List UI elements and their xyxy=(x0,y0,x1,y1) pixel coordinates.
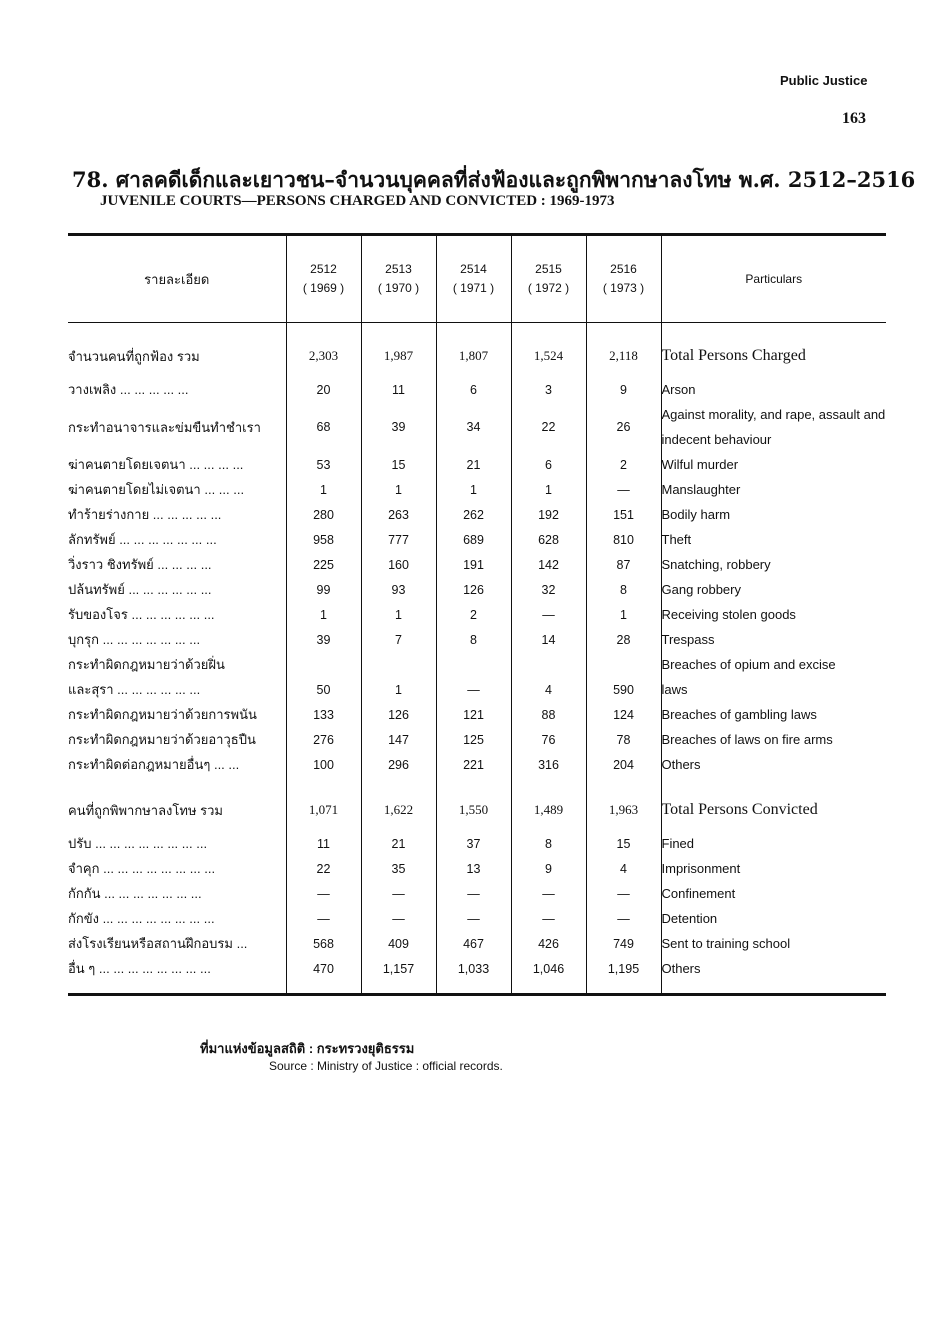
total-row xyxy=(68,335,886,377)
row-value: 88 xyxy=(511,702,586,727)
table-row xyxy=(68,677,886,702)
row-label-thai: วิ่งราว ชิงทรัพย์ ... ... ... ... xyxy=(68,557,212,572)
row-value: 35 xyxy=(361,856,436,881)
row-label-thai: และสุรา ... ... ... ... ... ... xyxy=(68,682,201,697)
row-label-english: Imprisonment xyxy=(661,856,886,881)
row-label-english: Manslaughter xyxy=(661,477,886,502)
table-row xyxy=(68,577,886,602)
row-value: 151 xyxy=(586,502,661,527)
row-label-thai: อื่น ๆ ... ... ... ... ... ... ... ... xyxy=(68,961,211,976)
row-value: — xyxy=(361,881,436,906)
row-label-english: Wilful murder xyxy=(661,452,886,477)
row-value: 810 xyxy=(586,527,661,552)
row-value: — xyxy=(586,881,661,906)
row-label-thai: ปล้นทรัพย์ ... ... ... ... ... ... xyxy=(68,582,212,597)
table-row xyxy=(68,652,886,677)
row-value: 1,489 xyxy=(511,789,586,831)
row-value: 2,118 xyxy=(586,335,661,377)
row-value: 1 xyxy=(361,677,436,702)
row-value: 1,033 xyxy=(436,956,511,981)
row-value: 53 xyxy=(286,452,361,477)
row-value: 37 xyxy=(436,831,511,856)
column-header-thai: รายละเอียด xyxy=(68,235,286,323)
row-label-english: Fined xyxy=(661,831,886,856)
row-value: 426 xyxy=(511,931,586,956)
row-value: 2,303 xyxy=(286,335,361,377)
row-value: 15 xyxy=(361,452,436,477)
row-value: 1,987 xyxy=(361,335,436,377)
row-value: 689 xyxy=(436,527,511,552)
row-value: 100 xyxy=(286,752,361,777)
row-value: 204 xyxy=(586,752,661,777)
table-row xyxy=(68,402,886,452)
row-value: 8 xyxy=(511,831,586,856)
row-value: 15 xyxy=(586,831,661,856)
row-value xyxy=(286,652,361,677)
row-value: 78 xyxy=(586,727,661,752)
column-header-year: 2514 ( 1971 ) xyxy=(436,235,511,323)
row-value: 1,963 xyxy=(586,789,661,831)
row-value: 1,807 xyxy=(436,335,511,377)
row-label-thai: ฆ่าคนตายโดยเจตนา ... ... ... ... xyxy=(68,457,244,472)
row-value: 7 xyxy=(361,627,436,652)
row-value: 126 xyxy=(436,577,511,602)
row-value: 11 xyxy=(361,377,436,402)
table-row xyxy=(68,906,886,931)
table-header-row xyxy=(68,235,886,323)
row-value: 221 xyxy=(436,752,511,777)
row-label-english: Confinement xyxy=(661,881,886,906)
table-row xyxy=(68,602,886,627)
row-value: 133 xyxy=(286,702,361,727)
spacer-row xyxy=(68,777,886,789)
row-value: — xyxy=(286,881,361,906)
row-label-english: Gang robbery xyxy=(661,577,886,602)
row-value: — xyxy=(286,906,361,931)
row-value: 8 xyxy=(436,627,511,652)
row-label-english: Breaches of gambling laws xyxy=(661,702,886,727)
row-value: 76 xyxy=(511,727,586,752)
statistics-table xyxy=(68,233,886,996)
table-row xyxy=(68,552,886,577)
title-english: JUVENILE COURTS—PERSONS CHARGED AND CONVICTED : 1969-1973 xyxy=(100,193,615,209)
row-value: 160 xyxy=(361,552,436,577)
column-header-year: 2512 ( 1969 ) xyxy=(286,235,361,323)
row-value: 142 xyxy=(511,552,586,577)
table-row xyxy=(68,477,886,502)
row-label-english: Snatching, robbery xyxy=(661,552,886,577)
table-row xyxy=(68,856,886,881)
row-value: — xyxy=(586,906,661,931)
row-value: 9 xyxy=(511,856,586,881)
row-value: 409 xyxy=(361,931,436,956)
source-thai: ที่มาแห่งข้อมูลสถิติ : กระทรวงยุติธรรม xyxy=(200,1041,415,1056)
row-value: 50 xyxy=(286,677,361,702)
row-label-thai: กระทำผิดกฎหมายว่าด้วยฝิ่น xyxy=(68,657,225,672)
table-body xyxy=(68,323,886,995)
row-value: 1,071 xyxy=(286,789,361,831)
section-label: Public Justice xyxy=(780,73,868,88)
row-value: 958 xyxy=(286,527,361,552)
row-label-thai: บุกรุก ... ... ... ... ... ... ... xyxy=(68,632,201,647)
row-value xyxy=(361,652,436,677)
row-value: 22 xyxy=(511,402,586,452)
row-value: 192 xyxy=(511,502,586,527)
row-value: 467 xyxy=(436,931,511,956)
row-value: 1,157 xyxy=(361,956,436,981)
row-value: 1 xyxy=(586,602,661,627)
row-label-english: Total Persons Convicted xyxy=(661,789,886,831)
row-value: 87 xyxy=(586,552,661,577)
row-value: 2 xyxy=(436,602,511,627)
page-number: 163 xyxy=(842,110,866,127)
row-value: — xyxy=(511,602,586,627)
spacer-row xyxy=(68,323,886,336)
row-value: 21 xyxy=(361,831,436,856)
row-value: 124 xyxy=(586,702,661,727)
table-row xyxy=(68,831,886,856)
row-value: 590 xyxy=(586,677,661,702)
row-value: 125 xyxy=(436,727,511,752)
row-value: 4 xyxy=(586,856,661,881)
table-row xyxy=(68,377,886,402)
row-label-thai: ปรับ ... ... ... ... ... ... ... ... xyxy=(68,836,208,851)
row-label-english: Against morality, and rape, assault and indecent behaviour xyxy=(661,402,886,452)
row-label-thai: กระทำผิดกฎหมายว่าด้วยการพนัน xyxy=(68,707,257,722)
spacer-row xyxy=(68,981,886,995)
row-value: 26 xyxy=(586,402,661,452)
row-value: 777 xyxy=(361,527,436,552)
row-value: 28 xyxy=(586,627,661,652)
row-label-thai: คนที่ถูกพิพากษาลงโทษ รวม xyxy=(68,802,223,818)
row-label-english: Total Persons Charged xyxy=(661,335,886,377)
row-label-thai: ฆ่าคนตายโดยไม่เจตนา ... ... ... xyxy=(68,482,245,497)
row-value: 9 xyxy=(586,377,661,402)
row-value: 1,524 xyxy=(511,335,586,377)
row-label-thai: วางเพลิง ... ... ... ... ... xyxy=(68,382,189,397)
row-label-english: Theft xyxy=(661,527,886,552)
row-value: 1 xyxy=(436,477,511,502)
table-row xyxy=(68,527,886,552)
row-value: 68 xyxy=(286,402,361,452)
column-header-year: 2513 ( 1970 ) xyxy=(361,235,436,323)
table-row xyxy=(68,881,886,906)
row-value: 11 xyxy=(286,831,361,856)
row-value xyxy=(586,652,661,677)
row-value: 20 xyxy=(286,377,361,402)
table-row xyxy=(68,627,886,652)
row-value: 1 xyxy=(286,477,361,502)
row-value: 1 xyxy=(511,477,586,502)
column-header-year: 2515 ( 1972 ) xyxy=(511,235,586,323)
row-label-thai: ลักทรัพย์ ... ... ... ... ... ... ... xyxy=(68,532,217,547)
row-label-thai: รับของโจร ... ... ... ... ... ... xyxy=(68,607,215,622)
row-label-english: Trespass xyxy=(661,627,886,652)
row-value: 1 xyxy=(361,477,436,502)
row-value: 93 xyxy=(361,577,436,602)
row-value: 6 xyxy=(511,452,586,477)
row-value: — xyxy=(586,477,661,502)
row-value: 21 xyxy=(436,452,511,477)
row-value: — xyxy=(436,881,511,906)
row-label-english: Others xyxy=(661,752,886,777)
row-label-english: Sent to training school xyxy=(661,931,886,956)
row-label-thai: ทำร้ายร่างกาย ... ... ... ... ... xyxy=(68,507,222,522)
source-english: Source : Ministry of Justice : official records. xyxy=(269,1059,503,1073)
row-value: 1,550 xyxy=(436,789,511,831)
row-label-english: Breaches of opium and excise xyxy=(661,652,886,677)
row-value: 280 xyxy=(286,502,361,527)
row-label-english: Detention xyxy=(661,906,886,931)
row-value: — xyxy=(436,677,511,702)
row-value: 39 xyxy=(361,402,436,452)
row-value: — xyxy=(361,906,436,931)
table-row xyxy=(68,452,886,477)
row-value: 2 xyxy=(586,452,661,477)
row-value: — xyxy=(436,906,511,931)
row-value: 191 xyxy=(436,552,511,577)
row-label-english: Arson xyxy=(661,377,886,402)
row-value xyxy=(511,652,586,677)
row-value: 1 xyxy=(361,602,436,627)
row-label-thai: กักกัน ... ... ... ... ... ... ... xyxy=(68,886,202,901)
row-value xyxy=(436,652,511,677)
row-value: 628 xyxy=(511,527,586,552)
row-value: 263 xyxy=(361,502,436,527)
row-label-thai: กักขัง ... ... ... ... ... ... ... ... xyxy=(68,911,215,926)
row-value: — xyxy=(511,881,586,906)
row-value: 121 xyxy=(436,702,511,727)
column-header-year: 2516 ( 1973 ) xyxy=(586,235,661,323)
row-value: — xyxy=(511,906,586,931)
row-value: 34 xyxy=(436,402,511,452)
row-value: 4 xyxy=(511,677,586,702)
total-row xyxy=(68,789,886,831)
table-row xyxy=(68,956,886,981)
row-value: 1,195 xyxy=(586,956,661,981)
row-value: 99 xyxy=(286,577,361,602)
row-label-thai: กระทำอนาจารและข่มขืนทำชำเรา xyxy=(68,419,261,435)
row-value: 6 xyxy=(436,377,511,402)
table-row xyxy=(68,931,886,956)
row-value: 126 xyxy=(361,702,436,727)
row-value: 39 xyxy=(286,627,361,652)
title-thai: 78. ศาลคดีเด็กและเยาวชน–จำนวนบุคคลที่ส่งฟ้องและถูกพิพากษาลงโทษ พ.ศ. 2512–2516 xyxy=(72,167,916,192)
row-value: 14 xyxy=(511,627,586,652)
row-value: 470 xyxy=(286,956,361,981)
row-value: 276 xyxy=(286,727,361,752)
row-label-english: Receiving stolen goods xyxy=(661,602,886,627)
row-label-english: Breaches of laws on fire arms xyxy=(661,727,886,752)
row-value: 1 xyxy=(286,602,361,627)
row-label-thai: จำคุก ... ... ... ... ... ... ... ... xyxy=(68,861,216,876)
row-label-thai: ส่งโรงเรียนหรือสถานฝึกอบรม ... xyxy=(68,936,248,951)
table-row xyxy=(68,502,886,527)
row-value: 316 xyxy=(511,752,586,777)
row-label-thai: จำนวนคนที่ถูกฟ้อง รวม xyxy=(68,348,200,364)
row-value: 8 xyxy=(586,577,661,602)
row-value: 147 xyxy=(361,727,436,752)
row-value: 749 xyxy=(586,931,661,956)
row-value: 1,046 xyxy=(511,956,586,981)
row-value: 296 xyxy=(361,752,436,777)
row-value: 22 xyxy=(286,856,361,881)
row-value: 262 xyxy=(436,502,511,527)
row-label-thai: กระทำผิดต่อกฎหมายอื่นๆ ... ... xyxy=(68,757,240,772)
table-row xyxy=(68,752,886,777)
row-value: 568 xyxy=(286,931,361,956)
row-label-thai: กระทำผิดกฎหมายว่าด้วยอาวุธปืน xyxy=(68,732,256,747)
column-header-english: Particulars xyxy=(661,235,886,323)
row-value: 225 xyxy=(286,552,361,577)
row-label-english: Others xyxy=(661,956,886,981)
row-value: 32 xyxy=(511,577,586,602)
row-value: 3 xyxy=(511,377,586,402)
row-label-english: laws xyxy=(661,677,886,702)
table-row xyxy=(68,727,886,752)
row-value: 13 xyxy=(436,856,511,881)
row-label-english: Bodily harm xyxy=(661,502,886,527)
row-value: 1,622 xyxy=(361,789,436,831)
table-row xyxy=(68,702,886,727)
